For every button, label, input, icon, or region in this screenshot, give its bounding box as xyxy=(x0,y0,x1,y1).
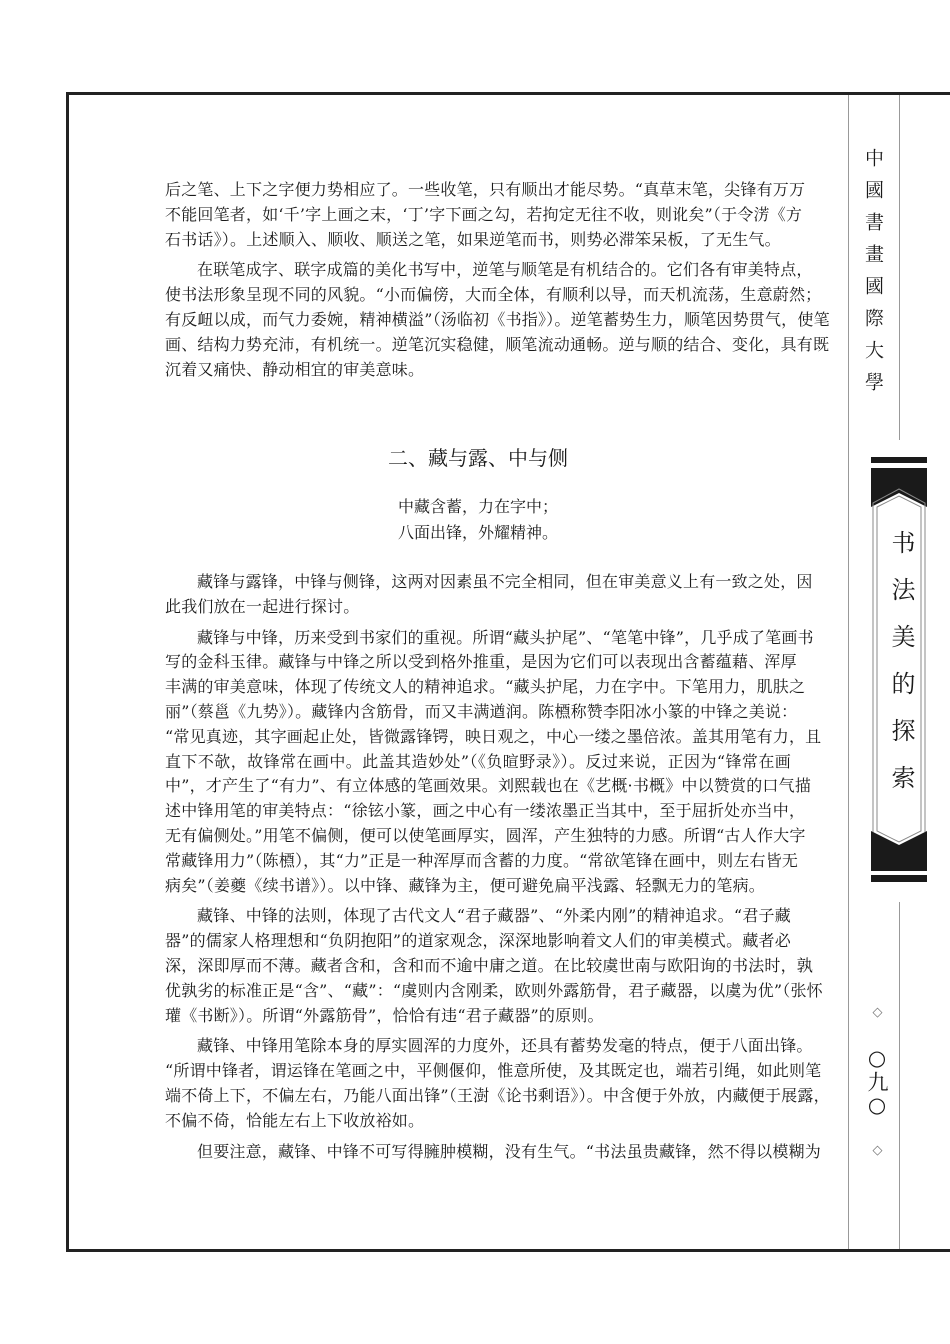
text-line: 丰满的审美意味，体现了传统文人的精神追求。“藏头护尾，力在字中。下笔用力，肌肤之 xyxy=(165,677,806,697)
text-line: 器”的儒家人格理想和“负阴抱阳”的道家观念，深深地影响着文人们的审美模式。藏者必 xyxy=(165,931,791,951)
text-line: 藏锋、中锋的法则，体现了古代文人“君子藏器”、“外柔内刚”的精神追求。“君子藏 xyxy=(197,906,791,926)
text-line: 石书话》）。上述顺入、顺收、顺送之笔，如果逆笔而书，则势必滞笨呆板，了无生气。 xyxy=(165,229,781,249)
text-line: 中”，才产生了“有力”、有立体感的笔画效果。刘熙载也在《艺概·书概》中以赞赏的口气描 xyxy=(165,776,812,796)
sidebar-divider xyxy=(848,95,849,1249)
text-line: “常见真迹，其字画起止处，皆微露锋锷，映日观之，中心一缕之墨倍浓。盖其用笔有力，且 xyxy=(165,726,822,746)
paragraph xyxy=(165,904,823,1028)
left-border xyxy=(66,92,69,1252)
paragraph xyxy=(165,1140,821,1165)
diamond-icon: ◇ xyxy=(870,1143,885,1159)
text-line: 深，深即厚而不薄。藏者含和，含和而不逾中庸之道。在比较虞世南与欧阳询的书法时，孰 xyxy=(165,955,814,975)
text-line: 不能回笔者，如‘千’字上画之末，‘丁’字下画之勾，若拘定无往不收，则讹矣”（于令淓《方 xyxy=(165,204,803,224)
page-number-text: ○九○ xyxy=(865,1046,889,1118)
paragraph xyxy=(165,258,830,382)
bottom-border xyxy=(66,1249,950,1252)
text-line: 有反衄以成，而气力委婉，精神横溢”（汤临初《书指》）。逆笔蓄势生力，顺笔因势贯气，使笔 xyxy=(165,309,830,329)
epigraph xyxy=(165,494,791,546)
section-heading: 二、藏与露、中与侧 xyxy=(388,446,568,470)
section-1-text xyxy=(165,178,830,382)
text-line: 丽”（蔡邕《九势》）。藏锋内含筋骨，而又丰满遒润。陈槱称赞李阳冰小篆的中锋之美说： xyxy=(165,701,798,721)
text-line: 瓘《书断》）。所谓“外露筋骨”，恰恰有违“君子藏器”的原则。 xyxy=(165,1005,604,1025)
school-name: 中國書畫國際大學 xyxy=(862,148,884,404)
text-line: 优孰劣的标准正是“含”、“藏”：“虞则内含刚柔，欧则外露筋骨，君子藏器，以虞为优”（张怀 xyxy=(165,980,823,1000)
section-2-text xyxy=(165,570,830,1164)
text-line: 述中锋用笔的审美特点：“徐铉小篆，画之中心有一缕浓墨正当其中，至于屈折处亦当中， xyxy=(165,801,806,821)
text-line: 藏锋、中锋用笔除本身的厚实圆浑的力度外，还具有蓄势发毫的特点，便于八面出锋。 xyxy=(197,1036,813,1056)
text-line: 藏锋与露锋，中锋与侧锋，这两对因素虽不完全相同，但在审美意义上有一致之处，因 xyxy=(197,572,813,591)
paragraph xyxy=(165,1034,830,1133)
text-line: 不偏不倚，恰能左右上下收放裕如。 xyxy=(165,1110,425,1130)
top-border xyxy=(66,92,950,95)
sidebar-inner-line-bottom xyxy=(899,902,900,1249)
epigraph-line: 八面出锋，外耀精神。 xyxy=(397,523,558,542)
text-line: 沉着又痛快、静动相宜的审美意味。 xyxy=(165,359,425,379)
sidebar-inner-line-top xyxy=(899,95,900,440)
text-line: 藏锋与中锋，历来受到书家们的重视。所谓“藏头护尾”、“笔笔中锋”，几乎成了笔画书 xyxy=(197,627,814,647)
text-line: 此我们放在一起进行探讨。 xyxy=(165,596,360,616)
text-line: 后之笔、上下之字便力势相应了。一些收笔，只有顺出才能尽势。“真草末笔，尖锋有万万 xyxy=(165,180,806,199)
diamond-icon: ◇ xyxy=(870,1005,885,1021)
text-line: “所谓中锋者，谓运锋在笔画之中，平侧偃仰，惟意所使，及其既定也，端若引绳，如此则笔 xyxy=(165,1061,822,1081)
text-line: 常藏锋用力”（陈槱），其“力”正是一种浑厚而含蓄的力度。“常欲笔锋在画中，则左右皆无 xyxy=(165,850,799,870)
paragraph xyxy=(165,178,806,252)
text-line: 在联笔成字、联字成篇的美化书写中，逆笔与顺笔是有机结合的。它们各有审美特点， xyxy=(197,260,813,280)
paragraph xyxy=(165,570,813,620)
paragraph xyxy=(165,626,822,899)
text-line: 直下不欹，故锋常在画中。此盖其造妙处”（《负暄野录》）。反过来说，正因为“锋常在画 xyxy=(165,751,791,771)
text-line: 端不倚上下，不偏左右，乃能八面出锋”（王澍《论书剩语》）。中含便于外放，内藏便于展露， xyxy=(165,1085,830,1105)
text-line: 病矣”（姜夔《续书谱》）。以中锋、藏锋为主，便可避免扁平浅露、轻飘无力的笔病。 xyxy=(165,875,765,895)
text-line: 使书法形象呈现不同的风貌。“小而偏傍，大而全体，有顺利以导，而天机流荡，生意蔚然； xyxy=(165,285,822,305)
page-number xyxy=(862,1005,892,1159)
text-line: 写的金科玉律。藏锋与中锋之所以受到格外推重，是因为它们可以表现出含蓄蕴藉、浑厚 xyxy=(165,652,797,672)
epigraph-line: 中藏含蓄，力在字中； xyxy=(397,497,558,516)
book-title: 书法美的探索 xyxy=(887,530,915,812)
text-line: 但要注意，藏锋、中锋不可写得臃肿模糊，没有生气。“书法虽贵藏锋，然不得以模糊为 xyxy=(197,1141,821,1161)
text-line: 画、结构力势充沛，有机统一。逆笔沉实稳健，顺笔流动通畅。逆与顺的结合、变化，具有既 xyxy=(165,334,830,354)
text-line: 无有偏侧处。”用笔不偏侧，便可以使笔画厚实，圆浑，产生独特的力感。所谓“古人作大字 xyxy=(165,825,806,845)
